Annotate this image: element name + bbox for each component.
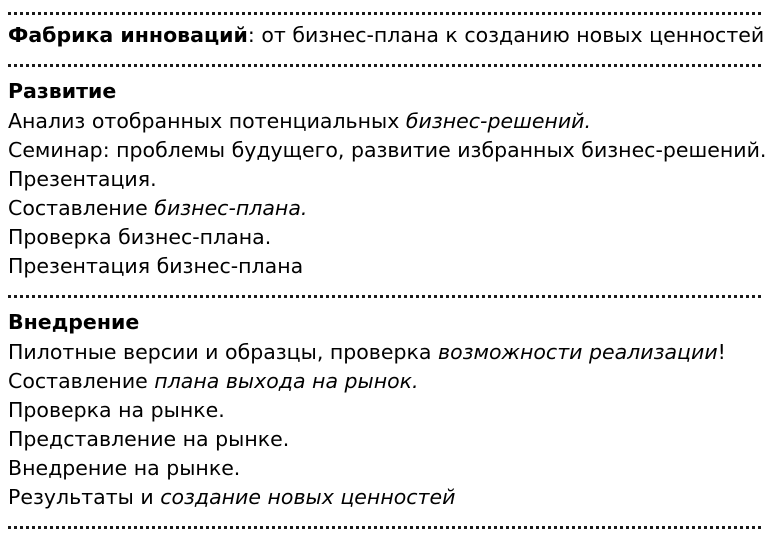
document-title-rest: : от бизнес-плана к созданию новых ценностей	[247, 23, 765, 47]
line-emphasis: плана выхода на рынок.	[154, 369, 419, 393]
section-heading: Развитие	[8, 79, 117, 103]
list-item	[8, 194, 761, 223]
list-item	[8, 107, 761, 136]
line-text: Презентация бизнес-плана	[8, 254, 304, 278]
list-item	[8, 165, 761, 194]
line-emphasis: бизнес-решений.	[405, 109, 592, 133]
line-text: Проверка бизнес-плана.	[8, 225, 272, 249]
line-text: Анализ отобранных потенциальных	[8, 109, 406, 133]
line-text: Представление на рынке.	[8, 427, 290, 451]
line-emphasis: создание новых ценностей	[160, 485, 456, 509]
list-item	[8, 425, 761, 454]
line-text: Результаты и	[8, 485, 161, 509]
line-emphasis: возможности реализации	[437, 340, 718, 364]
line-text: Семинар: проблемы будущего, развитие избранных бизнес-решений.	[8, 138, 767, 162]
list-item	[8, 483, 761, 512]
document-title-bold: Фабрика инноваций	[8, 23, 248, 47]
document-title	[8, 15, 765, 54]
list-item	[8, 367, 761, 396]
list-item	[8, 338, 761, 367]
section-heading: Внедрение	[8, 310, 140, 334]
divider-bottom	[8, 526, 761, 529]
list-item	[8, 454, 761, 483]
list-item	[8, 396, 761, 425]
section-implementation	[8, 298, 761, 512]
section-development	[8, 67, 767, 281]
line-tail: !	[717, 340, 726, 364]
line-text: Составление	[8, 369, 155, 393]
list-item	[8, 223, 761, 252]
line-text: Составление	[8, 196, 155, 220]
list-item	[8, 252, 761, 281]
list-item	[8, 136, 767, 165]
line-text: Пилотные версии и образцы, проверка	[8, 340, 438, 364]
document-page	[0, 12, 769, 538]
line-emphasis: бизнес-плана.	[154, 196, 308, 220]
line-text: Проверка на рынке.	[8, 398, 225, 422]
line-text: Внедрение на рынке.	[8, 456, 241, 480]
line-text: Презентация.	[8, 167, 157, 191]
